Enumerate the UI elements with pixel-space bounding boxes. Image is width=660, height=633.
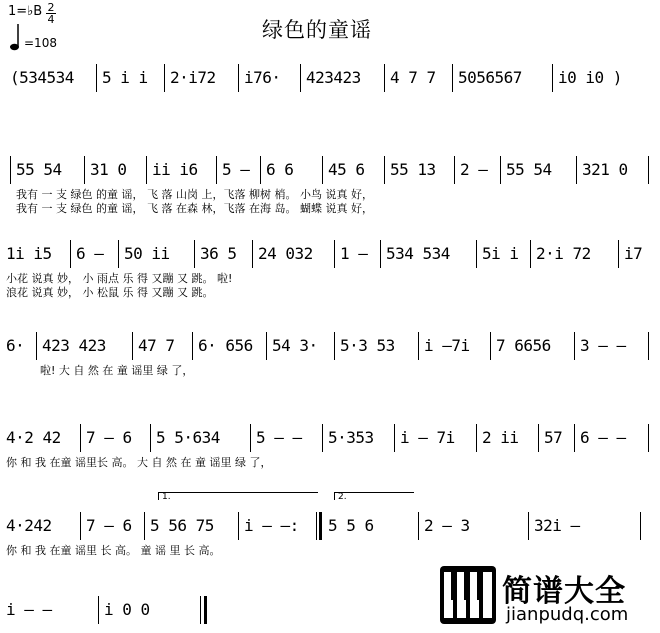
score-row-verse-1 — [0, 156, 660, 216]
barline — [250, 424, 251, 452]
barline — [80, 424, 81, 452]
score-row-verse-2 — [0, 240, 660, 300]
barline — [452, 64, 453, 92]
repeat-barline-thick — [319, 512, 322, 540]
measure: 5 i i — [102, 68, 148, 87]
measure: 1i i5 — [6, 244, 52, 263]
time-signature-top: 2 — [47, 1, 55, 14]
measure: 423 423 — [42, 336, 106, 355]
time-signature — [46, 2, 56, 25]
score-row-chorus-2 — [0, 424, 660, 474]
barline — [528, 512, 529, 540]
measure: i –7i — [424, 336, 470, 355]
measure: 2·i 72 — [536, 244, 591, 263]
measure: i – –: — [244, 516, 299, 535]
lyric-line-1: 你 和 我 在童 谣里 长 高。 童 谣 里 长 高。 — [6, 544, 221, 557]
measure: 54 3· — [272, 336, 318, 355]
barline — [380, 240, 381, 268]
measure: 6 – – — [580, 428, 626, 447]
measure: (534534 — [10, 68, 74, 87]
barline — [98, 596, 99, 624]
measure: 57 — [544, 428, 563, 447]
lyric-line-1: 小花 说真 妙， 小 雨点 乐 得 又蹦 又 跳。 啦! — [6, 272, 233, 285]
barline — [538, 424, 539, 452]
site-logo-name: 简谱大全 — [502, 574, 626, 609]
barline — [266, 332, 267, 360]
barline — [618, 240, 619, 268]
measure: i – – — [6, 600, 52, 619]
measure: 55 54 — [16, 160, 62, 179]
measure: i7 — [624, 244, 643, 263]
barline — [384, 156, 385, 184]
barline — [530, 240, 531, 268]
time-signature-bottom: 4 — [47, 13, 55, 26]
barline — [322, 424, 323, 452]
song-title: 绿色的童谣 — [262, 18, 372, 42]
volta-tick — [158, 492, 159, 500]
barline — [84, 156, 85, 184]
score-row-ending — [0, 492, 660, 562]
barline — [238, 64, 239, 92]
measure: 7 – 6 — [86, 428, 132, 447]
barline — [150, 424, 151, 452]
measure: 2 – — [460, 160, 488, 179]
measure: 534 534 — [386, 244, 450, 263]
barline — [322, 156, 323, 184]
barline — [648, 332, 649, 360]
quarter-note-icon — [9, 22, 21, 52]
barline — [164, 64, 165, 92]
measure: 5 5·634 — [156, 428, 220, 447]
tempo-marking: =108 — [24, 36, 57, 50]
measure: 321 0 — [582, 160, 628, 179]
measure: 5 5 6 — [328, 516, 374, 535]
barline — [80, 512, 81, 540]
measure: 1 – — [340, 244, 368, 263]
barline — [454, 156, 455, 184]
measure: 4 7 7 — [390, 68, 436, 87]
barline — [648, 156, 649, 184]
barline — [574, 332, 575, 360]
barline — [144, 512, 145, 540]
barline — [394, 424, 395, 452]
measure: 5i i — [482, 244, 519, 263]
barline — [238, 512, 239, 540]
measure: 5 – – — [256, 428, 302, 447]
barline — [146, 156, 147, 184]
measure: i – 7i — [400, 428, 455, 447]
barline — [118, 240, 119, 268]
measure: 5·3 53 — [340, 336, 395, 355]
volta-number-2: 2. — [338, 492, 347, 502]
measure: i0 i0 ) — [558, 68, 622, 87]
volta-number-1: 1. — [162, 492, 171, 502]
repeat-barline — [316, 512, 317, 540]
barline — [216, 156, 217, 184]
barline — [10, 156, 11, 184]
measure: 47 7 — [138, 336, 175, 355]
final-barline-thick — [204, 596, 207, 624]
lyric-line-1: 我有 一 支 绿色 的童 谣， 飞 落 山岗 上，飞落 柳树 梢。 小鸟 说真 好， — [16, 188, 373, 201]
barline — [300, 64, 301, 92]
barline — [36, 332, 37, 360]
barline — [70, 240, 71, 268]
score-row-chorus-1 — [0, 332, 660, 382]
measure: 36 5 — [200, 244, 237, 263]
barline — [192, 332, 193, 360]
barline — [552, 64, 553, 92]
lyric-line-1: 你 和 我 在童 谣里长 高。 大 自 然 在 童 谣里 绿 了， — [6, 456, 272, 469]
barline — [418, 512, 419, 540]
key-signature: 1=♭B — [8, 4, 43, 19]
measure: i76· — [244, 68, 281, 87]
measure: 55 54 — [506, 160, 552, 179]
barline — [576, 156, 577, 184]
measure: 6· — [6, 336, 25, 355]
barline — [260, 156, 261, 184]
measure: 5056567 — [458, 68, 522, 87]
barline — [574, 424, 575, 452]
lyric-line-1: 啦! 大 自 然 在 童 谣里 绿 了， — [40, 364, 194, 377]
measure: 2·i72 — [170, 68, 216, 87]
barline — [194, 240, 195, 268]
measure: 2 – 3 — [424, 516, 470, 535]
barline — [648, 424, 649, 452]
measure: 4·242 — [6, 516, 52, 535]
barline — [490, 332, 491, 360]
barline — [96, 64, 97, 92]
measure: 50 ii — [124, 244, 170, 263]
barline — [476, 240, 477, 268]
measure: 5 56 75 — [150, 516, 214, 535]
barline — [384, 64, 385, 92]
measure: 7 – 6 — [86, 516, 132, 535]
measure: 4·2 42 — [6, 428, 61, 447]
barline — [500, 156, 501, 184]
measure: 6· 656 — [198, 336, 253, 355]
barline — [252, 240, 253, 268]
measure: 5 – — [222, 160, 250, 179]
barline — [476, 424, 477, 452]
measure: 6 6 — [266, 160, 294, 179]
score-row-intro — [0, 64, 660, 104]
barline — [132, 332, 133, 360]
measure: 31 0 — [90, 160, 127, 179]
barline — [334, 332, 335, 360]
volta-tick — [334, 492, 335, 500]
site-logo-url: jianpudq.com — [506, 604, 629, 625]
measure: 423423 — [306, 68, 361, 87]
lyric-line-2: 浪花 说真 妙， 小 松鼠 乐 得 又蹦 又 跳。 — [6, 286, 214, 299]
barline — [418, 332, 419, 360]
measure: 3 – – — [580, 336, 626, 355]
measure: 6 – — [76, 244, 104, 263]
barline — [334, 240, 335, 268]
measure: 5·353 — [328, 428, 374, 447]
measure: 2 ii — [482, 428, 519, 447]
piano-logo-icon — [440, 566, 496, 624]
measure: 55 13 — [390, 160, 436, 179]
measure: 7 6656 — [496, 336, 551, 355]
barline — [640, 512, 641, 540]
final-barline-thin — [200, 596, 201, 624]
measure: 24 032 — [258, 244, 313, 263]
lyric-line-2: 我有 一 支 绿色 的童 谣， 飞 落 在森 林，飞落 在海 岛。 蝴蝶 说真 好， — [16, 202, 373, 215]
measure: ii i6 — [152, 160, 198, 179]
measure: 32i – — [534, 516, 580, 535]
measure: 45 6 — [328, 160, 365, 179]
measure: i 0 0 — [104, 600, 150, 619]
volta-bracket-1 — [158, 492, 318, 493]
